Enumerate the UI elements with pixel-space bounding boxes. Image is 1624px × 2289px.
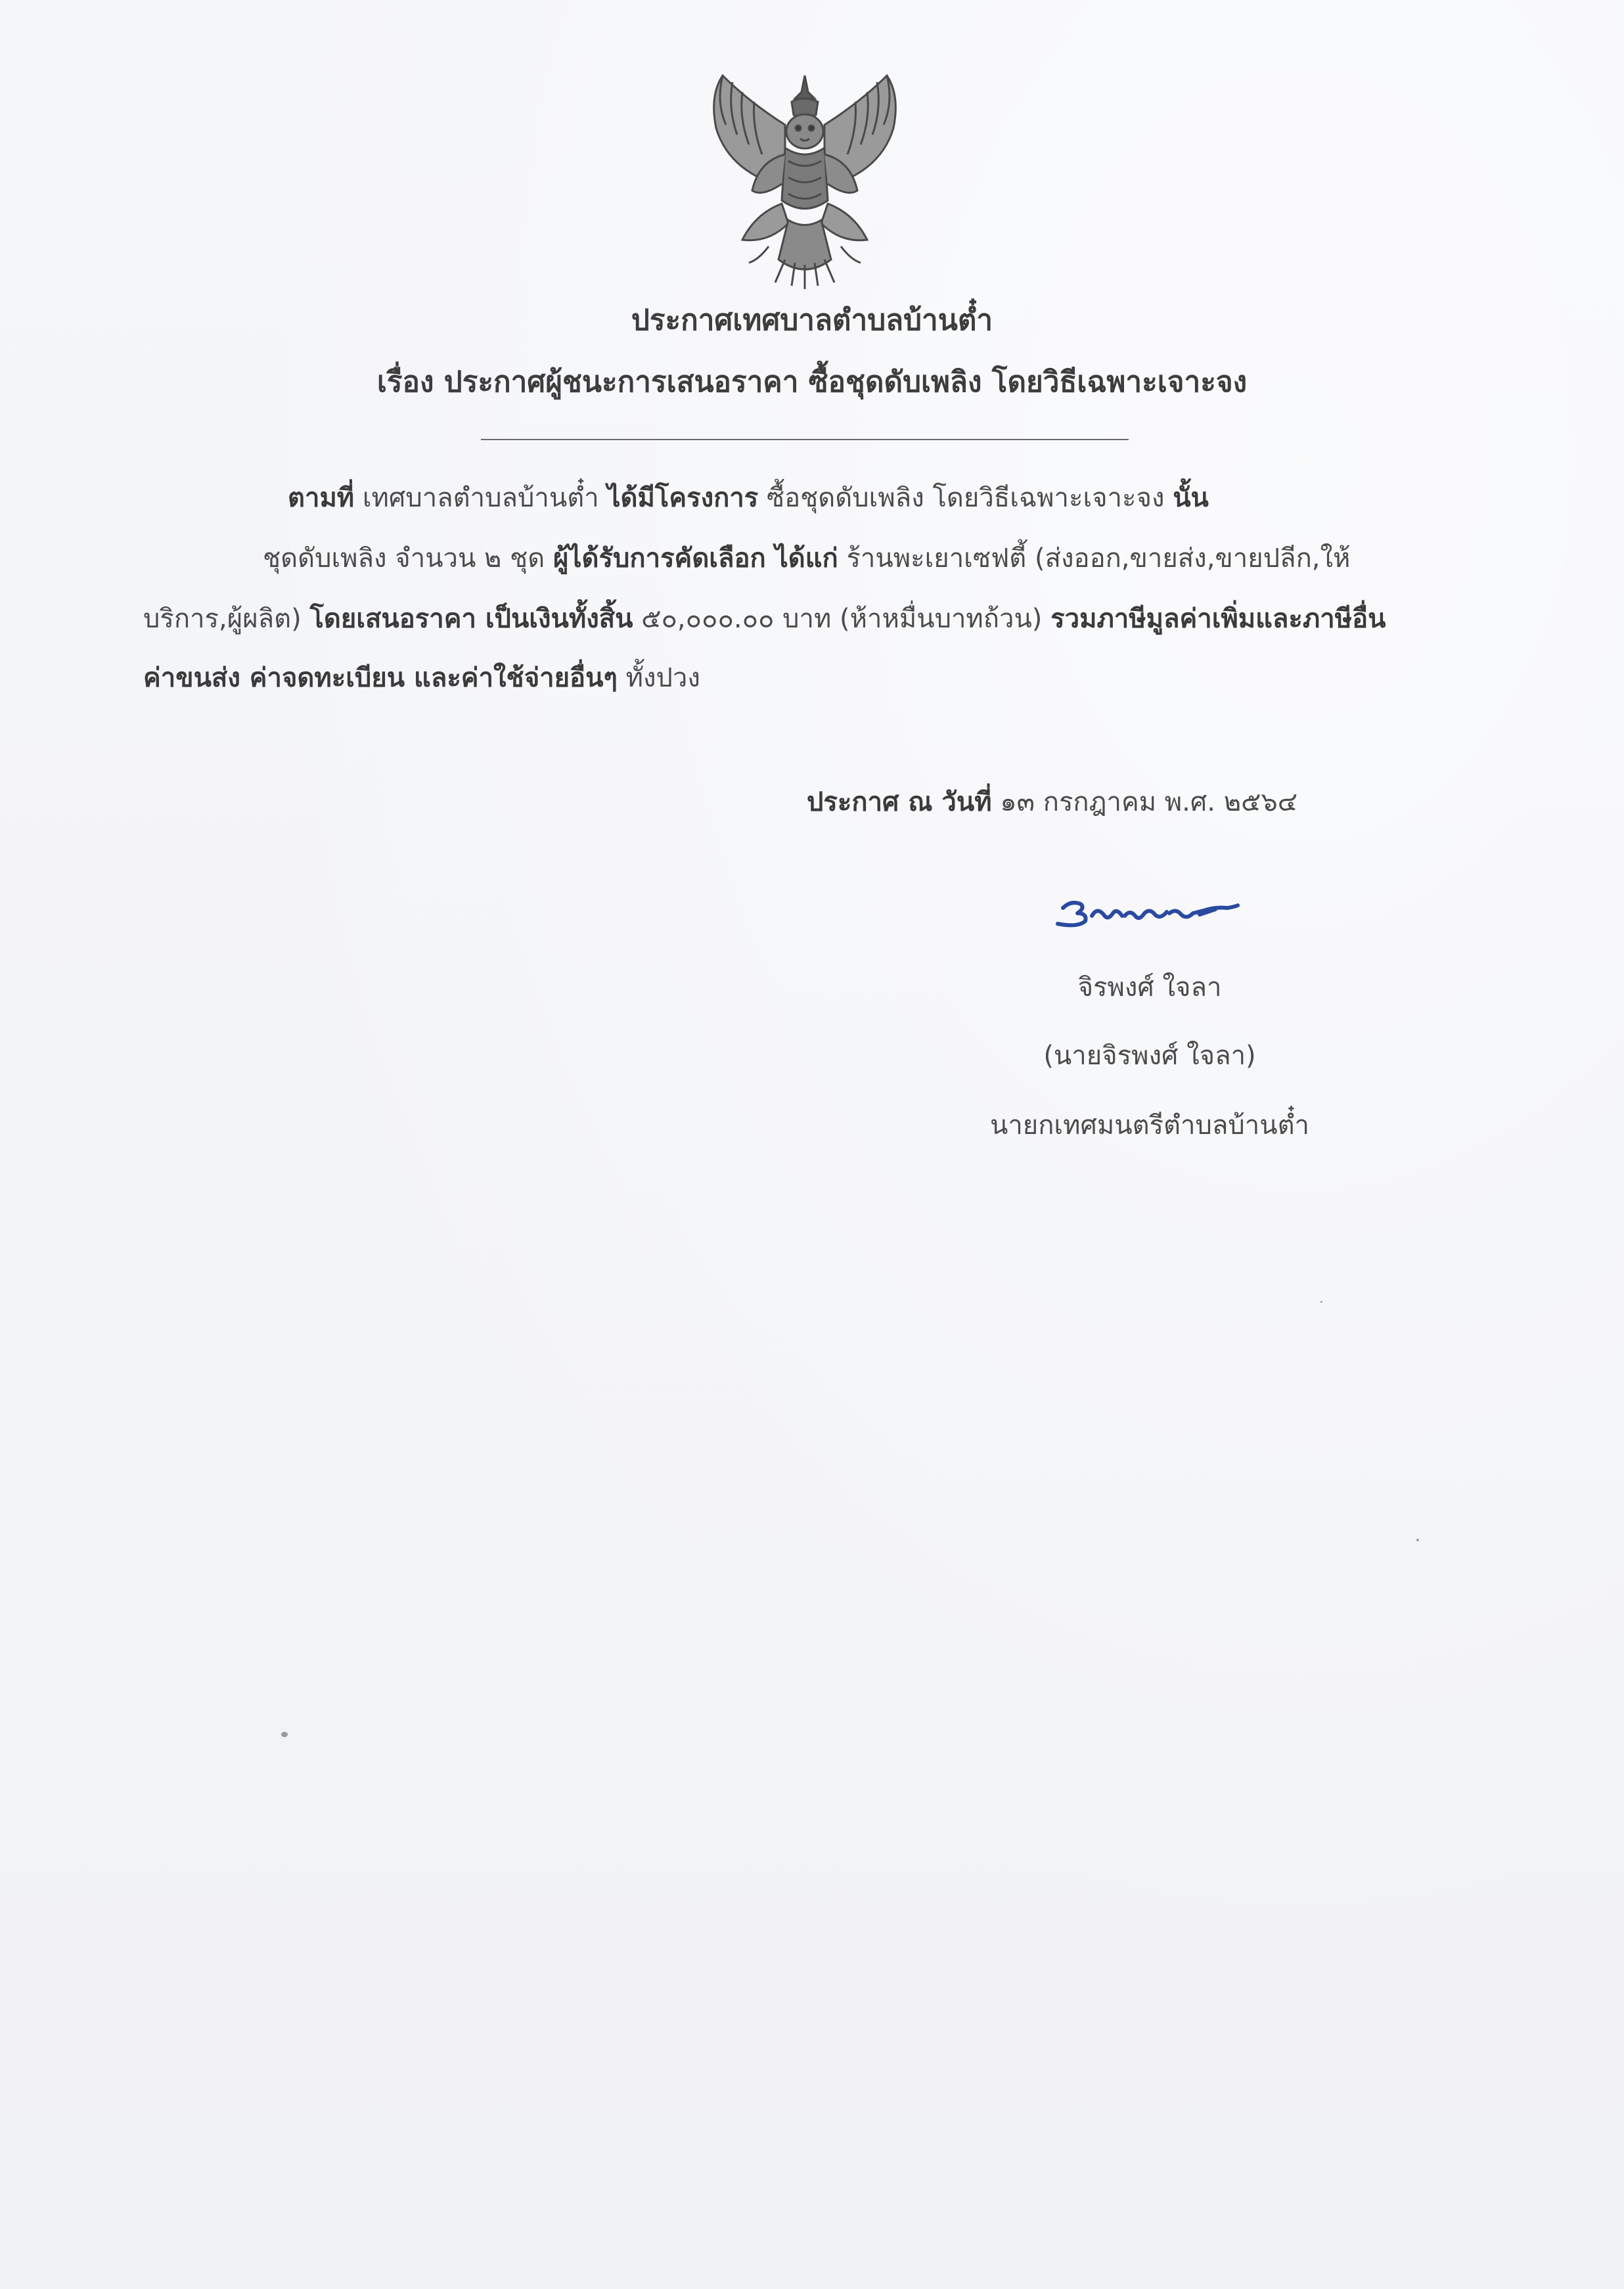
date-value: ๑๓ กรกฎาคม พ.ศ. ๒๕๖๔: [991, 787, 1298, 817]
body-text: ร้านพะเยาเซฟตี้ (ส่งออก,ขายส่ง,ขายปลีก,ให้: [838, 543, 1351, 574]
signatory-position: นายกเทศมนตรีตำบลบ้านต๋ำ: [989, 1110, 1310, 1141]
body-line-4: [143, 665, 700, 691]
body-line-3: [143, 606, 1386, 632]
signatory-name: จิรพงศ์ ใจลา: [1077, 972, 1222, 1003]
body-text: ซื้อชุดดับเพลิง โดยวิธีเฉพาะเจาะจง: [758, 483, 1173, 513]
announcement-date: [807, 781, 1297, 823]
signatory-full-name: (นายจิรพงศ์ ใจลา): [1043, 1041, 1256, 1071]
body-text: ๕๐,๐๐๐.๐๐ บาท (ห้าหมื่นบาทถ้วน): [633, 604, 1051, 634]
body-text: บริการ,ผู้ผลิต): [143, 604, 310, 634]
body-line-1: [288, 485, 1209, 511]
divider-line: [481, 439, 1129, 440]
body-line-2: [263, 545, 1350, 572]
document-title: ประกาศเทศบาลตำบลบ้านต๋ำ: [631, 304, 993, 337]
body-text: ชุดดับเพลิง จำนวน ๒ ชุด: [263, 543, 553, 574]
body-text: ทั้งปวง: [617, 663, 700, 693]
signature-icon: [1051, 894, 1242, 933]
paper-speck: [281, 1732, 288, 1737]
document-subject: เรื่อง ประกาศผู้ชนะการเสนอราคา ซื้อชุดดับเพลิง โดยวิธีเฉพาะเจาะจง: [376, 365, 1248, 399]
body-text: ค่าขนส่ง ค่าจดทะเบียน และค่าใช้จ่ายอื่นๆ: [143, 663, 618, 693]
date-label: ประกาศ ณ วันที่: [807, 787, 992, 817]
body-text: ตามที่: [288, 483, 355, 513]
paper-speck: [1320, 1301, 1322, 1303]
body-text: นั้น: [1173, 483, 1209, 513]
body-text: โดยเสนอราคา เป็นเงินทั้งสิ้น: [309, 604, 633, 634]
body-text: ได้มีโครงการ: [607, 483, 759, 513]
paper-speck: [1416, 1539, 1419, 1541]
body-text: ผู้ได้รับการคัดเลือก ได้แก่: [553, 543, 838, 574]
garuda-emblem-icon: [696, 62, 913, 292]
body-text: รวมภาษีมูลค่าเพิ่มและภาษีอื่น: [1050, 604, 1386, 634]
body-text: เทศบาลตำบลบ้านต๋ำ: [354, 483, 608, 513]
